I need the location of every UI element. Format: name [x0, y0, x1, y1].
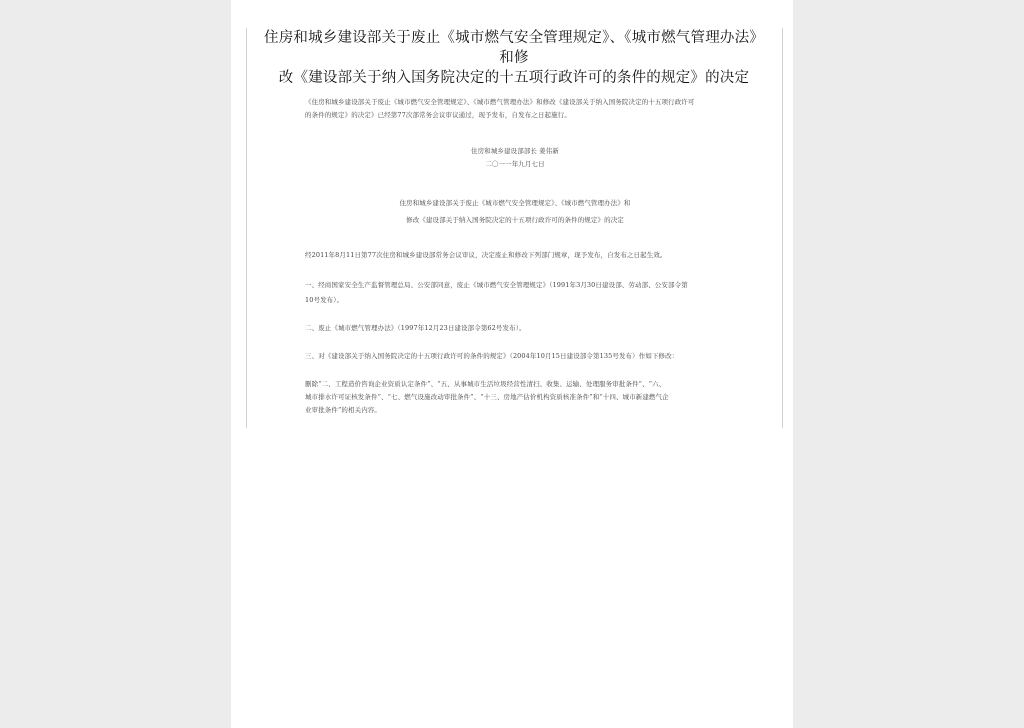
item-3: 三、对《建设部关于纳入国务院决定的十五项行政许可的条件的规定》（2004年10月15日建设部令第135号发布）作如下修改：	[305, 352, 679, 360]
decision-paragraph: 经2011年8月11日第77次住房和城乡建设部常务会议审议，决定废止和修改下列部门规章，现予发布，自发布之日起生效。	[305, 251, 667, 259]
intro-line-2: 的条件的规定》的决定》已经第77次部常务会议审议通过，现予发布，自发布之日起施行。	[305, 111, 571, 119]
item-3-detail-line-3: 业审批条件”的相关内容。	[305, 406, 382, 414]
subtitle	[305, 197, 725, 227]
signatory: 住房和城乡建设部部长 姜伟新	[471, 147, 559, 155]
title-line-1: 住房和城乡建设部关于废止《城市燃气安全管理规定》、《城市燃气管理办法》和修	[264, 30, 764, 66]
item-3-detail-line-1: 删除“二、工程造价咨询企业资质认定条件”、“五、从事城市生活垃圾经营性清扫、收集、运输、处理服务审批条件”、“六、	[305, 380, 666, 388]
document-title	[258, 28, 770, 88]
title-line-2: 改《建设部关于纳入国务院决定的十五项行政许可的条件的规定》的决定	[278, 70, 750, 86]
subtitle-line-2: 修改《建设部关于纳入国务院决定的十五项行政许可的条件的规定》的决定	[406, 216, 624, 224]
left-margin-rule	[246, 28, 247, 428]
item-1	[305, 279, 745, 307]
right-margin-rule	[782, 28, 783, 428]
signature-block	[305, 145, 725, 171]
intro-paragraph	[305, 96, 745, 122]
item-3-detail-line-2: 城市排水许可证核发条件”、“七、燃气设施改动审批条件”、“十三、房地产估价机构资质核准条件”和“十四、城市新建燃气企	[305, 393, 669, 401]
item-1-line-1: 一、经商国家安全生产监督管理总局、公安部同意，废止《城市燃气安全管理规定》（1991年3月30日建设部、劳动部、公安部令第	[305, 281, 688, 289]
subtitle-line-1: 住房和城乡建设部关于废止《城市燃气安全管理规定》、《城市燃气管理办法》和	[399, 199, 631, 207]
item-2: 二、废止《城市燃气管理办法》（1997年12月23日建设部令第62号发布）。	[305, 324, 526, 332]
issue-date: 二〇一一年九月七日	[485, 160, 545, 168]
intro-line-1: 《住房和城乡建设部关于废止《城市燃气安全管理规定》、《城市燃气管理办法》和修改《建设部关于纳入国务院决定的十五项行政许可	[305, 98, 695, 106]
item-3-detail	[305, 378, 745, 417]
item-1-line-2: 10号发布）。	[305, 296, 344, 304]
